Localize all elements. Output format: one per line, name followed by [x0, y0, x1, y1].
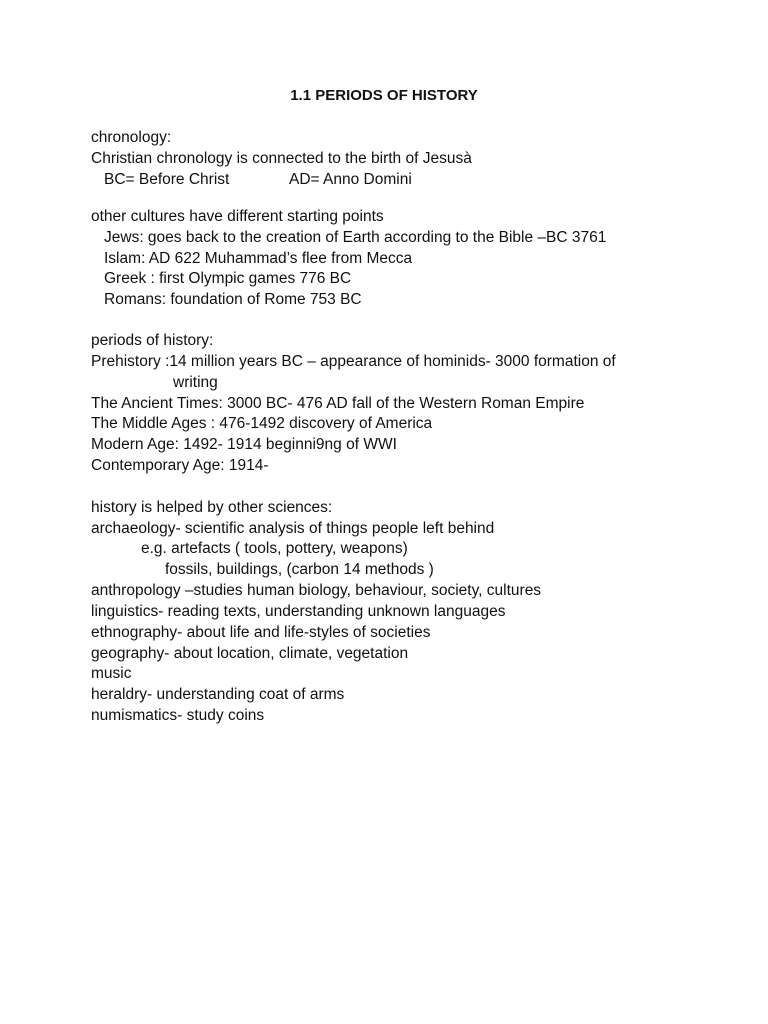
science-line: anthropology –studies human biology, behaviour, society, cultures [91, 582, 542, 599]
examples-line: e.g. artefacts ( tools, pottery, weapons) [141, 540, 408, 557]
science-line: linguistics- reading texts, understanding unknown languages [91, 603, 506, 620]
prehistory-continuation: writing [173, 374, 218, 391]
bc-definition: BC= Before Christ [104, 171, 230, 188]
science-line: geography- about location, climate, vegetation [91, 645, 409, 662]
ad-definition: AD= Anno Domini [289, 171, 412, 188]
chronology-heading: chronology: [91, 129, 172, 146]
period-line: The Middle Ages : 476-1492 discovery of America [91, 415, 433, 432]
christian-chronology-line: Christian chronology is connected to the birth of Jesusà [91, 150, 472, 167]
science-line: heraldry- understanding coat of arms [91, 686, 345, 703]
archaeology-line: archaeology- scientific analysis of things people left behind [91, 520, 495, 537]
period-line: The Ancient Times: 3000 BC- 476 AD fall of the Western Roman Empire [91, 395, 585, 412]
other-cultures-heading: other cultures have different starting points [91, 208, 384, 225]
periods-heading: periods of history: [91, 332, 214, 349]
culture-line: Romans: foundation of Rome 753 BC [104, 291, 362, 308]
period-line: Contemporary Age: 1914- [91, 457, 269, 474]
science-line: numismatics- study coins [91, 707, 265, 724]
fossils-line: fossils, buildings, (carbon 14 methods ) [165, 561, 434, 578]
prehistory-line: Prehistory :14 million years BC – appearance of hominids- 3000 formation of [91, 353, 616, 370]
culture-line: Jews: goes back to the creation of Earth according to the Bible –BC 3761 [104, 229, 607, 246]
science-line: music [91, 665, 132, 682]
document-title: 1.1 PERIODS OF HISTORY [290, 87, 478, 104]
period-line: Modern Age: 1492- 1914 beginni9ng of WWI [91, 436, 397, 453]
culture-line: Islam: AD 622 Muhammad’s flee from Mecca [104, 250, 413, 267]
culture-line: Greek : first Olympic games 776 BC [104, 270, 352, 287]
sciences-heading: history is helped by other sciences: [91, 499, 333, 516]
science-line: ethnography- about life and life-styles of societies [91, 624, 431, 641]
